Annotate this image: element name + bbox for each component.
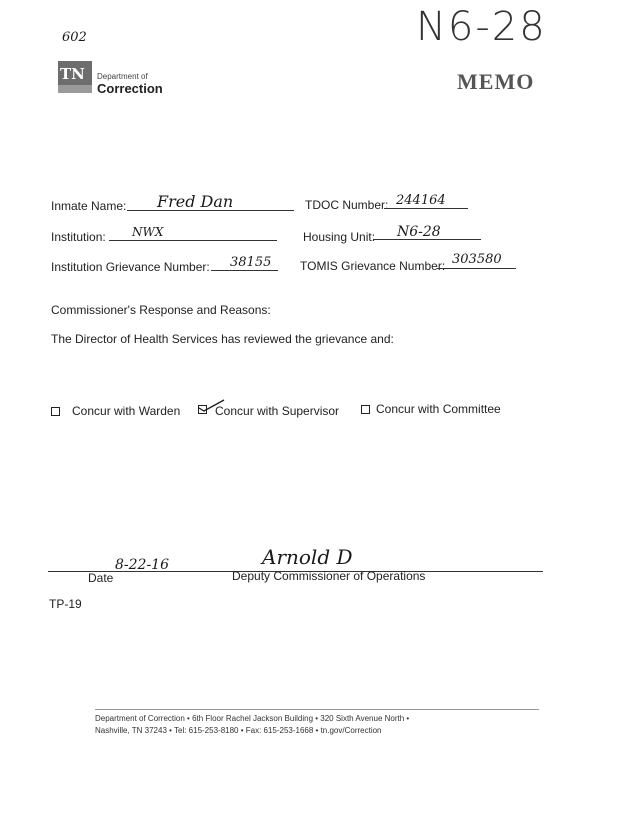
logo-correction: Correction (97, 81, 163, 96)
institution-grievance-label: Institution Grievance Number: (51, 260, 210, 274)
logo-department-of: Department of (97, 72, 148, 81)
tomis-grievance-value: 303580 (452, 252, 502, 267)
commissioner-response-label: Commissioner's Response and Reasons: (51, 303, 271, 317)
tn-logo-text: TN (60, 65, 85, 83)
institution-label: Institution: (51, 230, 106, 244)
tomis-grievance-line (437, 268, 516, 269)
inmate-name-label: Inmate Name: (51, 199, 127, 213)
handwritten-code-n6-28: N6-28 (416, 4, 547, 50)
concur-committee-label: Concur with Committee (376, 402, 501, 416)
signature: Arnold D (262, 545, 353, 569)
institution-value: NWX (132, 225, 164, 239)
date-label: Date (88, 571, 114, 585)
concur-warden-checkbox[interactable] (51, 407, 60, 416)
concur-warden-label: Concur with Warden (72, 404, 181, 418)
date-value: 8-22-16 (115, 557, 169, 573)
tdoc-number-label: TDOC Number: (305, 198, 389, 212)
footer-line-1: Department of Correction • 6th Floor Rachel Jackson Building • 320 Sixth Avenue North • (95, 714, 410, 723)
institution-line (109, 240, 277, 241)
director-statement: The Director of Health Services has reviewed the grievance and: (51, 332, 394, 346)
inmate-name-value: Fred Dan (157, 192, 234, 211)
footer-line-2: Nashville, TN 37243 • Tel: 615-253-8180 • Fax: 615-253-1668 • tn.gov/Correction (95, 726, 382, 735)
institution-grievance-value: 38155 (230, 255, 272, 270)
institution-grievance-line (211, 270, 278, 271)
concur-supervisor-label: Concur with Supervisor (215, 404, 340, 418)
tdoc-number-line (384, 208, 468, 209)
tomis-grievance-label: TOMIS Grievance Number: (300, 259, 446, 273)
footer-rule (95, 709, 539, 710)
form-code: TP-19 (49, 597, 82, 611)
concur-committee-checkbox[interactable] (361, 405, 370, 414)
housing-unit-value: N6-28 (397, 224, 441, 240)
housing-unit-label: Housing Unit: (303, 230, 376, 244)
deputy-commissioner-label: Deputy Commissioner of Operations (232, 569, 426, 583)
handwritten-number-602: 602 (62, 30, 87, 45)
tn-logo-bar (58, 85, 92, 93)
memo-title: MEMO (457, 69, 535, 94)
tdoc-number-value: 244164 (396, 193, 446, 208)
